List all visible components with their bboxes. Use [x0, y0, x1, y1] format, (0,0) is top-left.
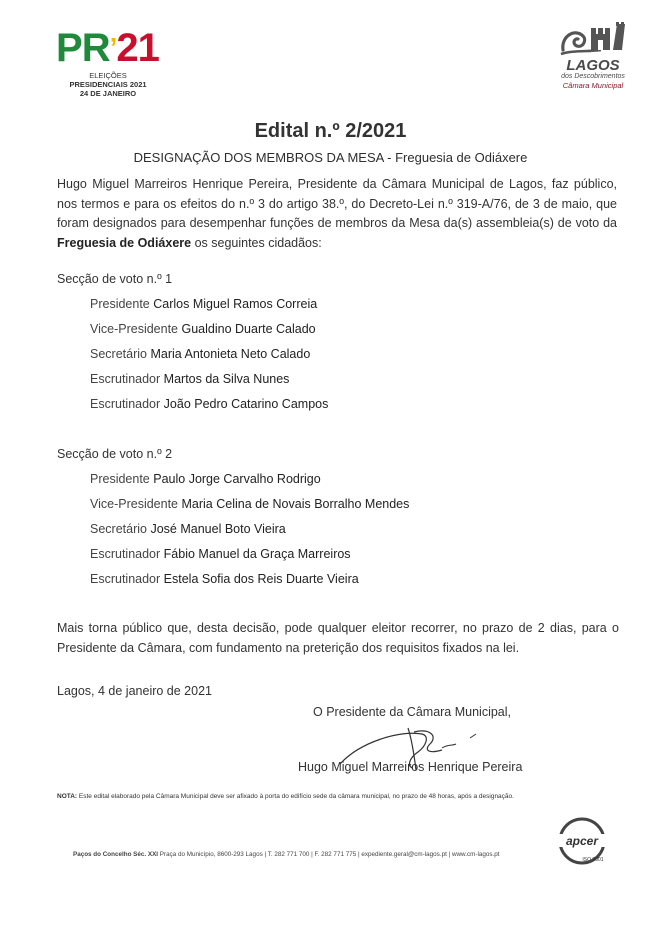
- member-name: Estela Sofia dos Reis Duarte Vieira: [163, 572, 359, 586]
- pr21-caption-line3: 24 DE JANEIRO: [79, 89, 137, 98]
- section-1-member: [90, 372, 289, 386]
- member-name: Fábio Manuel da Graça Marreiros: [163, 547, 351, 561]
- lagos-logo-tagline: dos Descobrimentos: [561, 73, 625, 80]
- pr21-logo: [56, 28, 180, 106]
- page-footer: [73, 851, 500, 858]
- pr21-mark-p: P: [56, 26, 82, 70]
- intro-paragraph: [57, 175, 617, 253]
- apcer-certification-seal: [549, 816, 615, 866]
- pr21-caption-line1: ELEIÇÕES: [89, 71, 127, 80]
- lagos-logo-entity: Câmara Municipal: [562, 81, 624, 90]
- footer-contacts: Praça do Município, 8600-293 Lagos | T. 282 771 700 | F. 282 771 775 | expediente.geral@cm-lagos.pt | www.cm-lagos.pt: [158, 851, 500, 858]
- footnote: [57, 793, 514, 800]
- lagos-logo-name: LAGOS: [566, 57, 620, 74]
- member-name: João Pedro Catarino Campos: [163, 397, 329, 411]
- footnote-text: Este edital elaborado pela Câmara Municipal deve ser afixado à porta do edifício sede da câmara municipal, no prazo de 48 horas, após a designação.: [77, 793, 514, 800]
- member-role: Secretário: [90, 522, 147, 536]
- pr21-mark-apostrophe: ’: [109, 32, 117, 63]
- member-role: Vice-Presidente: [90, 322, 179, 336]
- section-1-member: [90, 347, 310, 361]
- apcer-seal-code: ISO 9001: [582, 857, 604, 863]
- member-name: José Manuel Boto Vieira: [150, 522, 286, 536]
- lagos-logo: [548, 20, 638, 100]
- member-role: Secretário: [90, 347, 147, 361]
- section-2-title: Secção de voto n.º 2: [57, 447, 173, 461]
- member-name: Gualdino Duarte Calado: [181, 322, 316, 336]
- intro-parish-name: Freguesia de Odiáxere: [57, 235, 192, 250]
- footer-building: Paços do Concelho Séc. XXI: [73, 851, 159, 858]
- member-name: Carlos Miguel Ramos Correia: [153, 297, 318, 311]
- intro-text-b: os seguintes cidadãos:: [191, 235, 322, 250]
- section-2-member: [90, 547, 351, 561]
- section-2-member: [90, 472, 321, 486]
- lagos-tower-wave-icon: [557, 20, 629, 58]
- member-name: Maria Celina de Novais Borralho Mendes: [181, 497, 410, 511]
- apcer-seal-name: apcer: [565, 834, 599, 848]
- member-name: Martos da Silva Nunes: [163, 372, 290, 386]
- pr21-mark-21: 21: [116, 26, 159, 70]
- document-title: Edital n.º 2/2021: [254, 120, 407, 142]
- section-2-member: [90, 572, 359, 586]
- member-role: Escrutinador: [90, 397, 161, 411]
- section-2-member: [90, 522, 286, 536]
- member-role: Escrutinador: [90, 547, 161, 561]
- pr21-mark-r: R: [81, 26, 110, 70]
- member-role: Escrutinador: [90, 572, 161, 586]
- document-subtitle: DESIGNAÇÃO DOS MEMBROS DA MESA - Freguesia de Odiáxere: [133, 150, 528, 165]
- member-role: Vice-Presidente: [90, 497, 179, 511]
- pr21-caption: [56, 71, 160, 98]
- intro-text-a: Hugo Miguel Marreiros Henrique Pereira, Presidente da Câmara Municipal de Lagos, faz público, nos termos e para os efeitos do n.º 3 do artigo 38.º, do Decreto-Lei n.º 319-A/76, de 3 de maio, que foram designados para desempenhar funções de membros da Mesa da(s) assembleia(s) de voto da: [57, 177, 617, 230]
- document-date: Lagos, 4 de janeiro de 2021: [57, 684, 212, 698]
- section-1-title: Secção de voto n.º 1: [57, 272, 173, 286]
- president-name: Hugo Miguel Marreiros Henrique Pereira: [298, 760, 523, 774]
- section-1-member: [90, 397, 328, 411]
- member-name: Maria Antonieta Neto Calado: [150, 347, 311, 361]
- closing-paragraph: Mais torna público que, desta decisão, pode qualquer eleitor recorrer, no prazo de 2 dias, para o Presidente da Câmara, com fundamento na preterição dos requisitos fixados na lei.: [57, 621, 619, 655]
- section-1-member: [90, 297, 317, 311]
- member-role: Escrutinador: [90, 372, 161, 386]
- pr21-caption-line2: PRESIDENCIAIS 2021: [69, 80, 147, 89]
- section-1-member: [90, 322, 316, 336]
- section-2-member: [90, 497, 409, 511]
- pr21-mark: [56, 28, 159, 68]
- footnote-label: NOTA:: [57, 793, 78, 800]
- member-role: Presidente: [90, 297, 150, 311]
- member-role: Presidente: [90, 472, 150, 486]
- member-name: Paulo Jorge Carvalho Rodrigo: [153, 472, 321, 486]
- president-title: O Presidente da Câmara Municipal,: [313, 705, 512, 719]
